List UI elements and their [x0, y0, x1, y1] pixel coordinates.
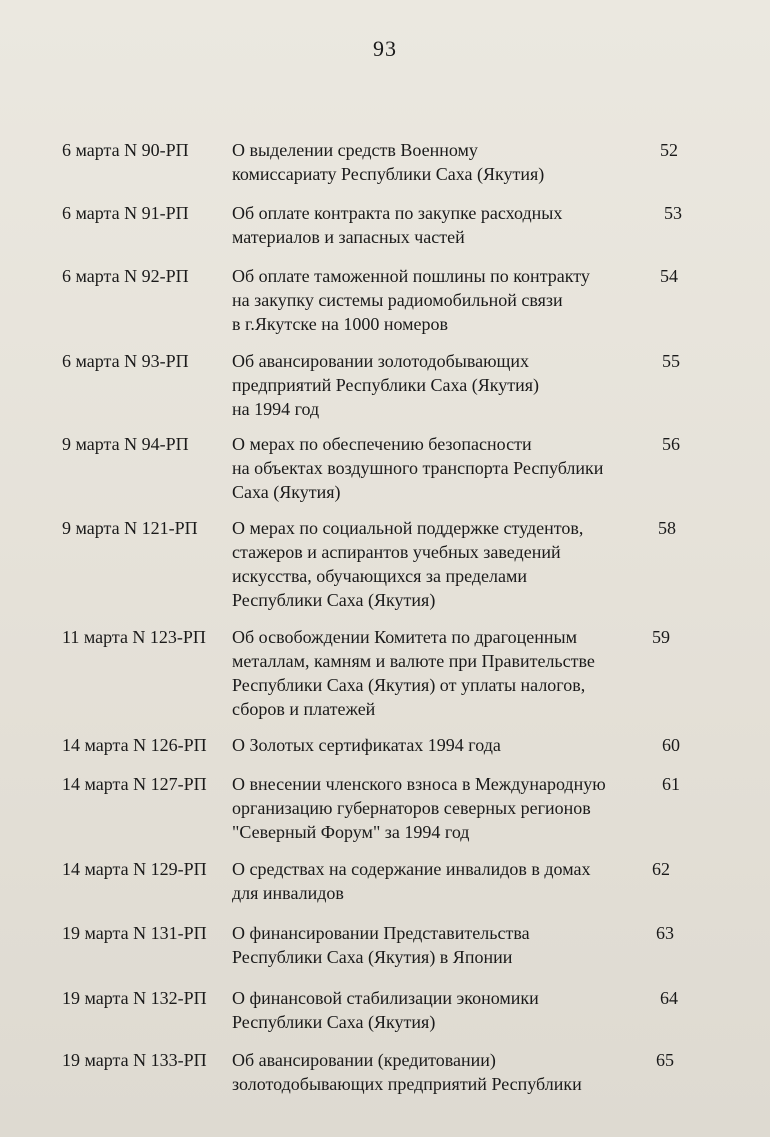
entry-page-number: 58 — [658, 518, 676, 538]
entry-date: 14 марта N 127-РП — [62, 774, 207, 794]
entry-page-number: 53 — [664, 203, 682, 223]
entry-title — [232, 772, 642, 844]
entry-title — [232, 921, 642, 969]
entry-date: 11 марта N 123-РП — [62, 627, 206, 647]
entry-title-line: Об оплате таможенной пошлины по контракту — [232, 266, 590, 286]
entry-page-number: 54 — [660, 266, 678, 286]
entry-title — [232, 264, 642, 336]
entry-title-line: "Северный Форум" за 1994 год — [232, 822, 470, 842]
entry-title-line: О мерах по обеспечению безопасности — [232, 434, 532, 454]
entry-date: 6 марта N 91-РП — [62, 203, 189, 223]
entry-page-number: 52 — [660, 140, 678, 160]
entry-title-line: О выделении средств Военному — [232, 140, 478, 160]
entry-date: 14 марта N 126-РП — [62, 735, 207, 755]
entry-title-line: Республики Саха (Якутия) — [232, 590, 436, 610]
entry-page-number: 62 — [652, 859, 670, 879]
entry-title — [232, 1048, 642, 1096]
entry-title-line: О Золотых сертификатах 1994 года — [232, 735, 501, 755]
entry-title — [232, 138, 642, 186]
entry-title-line: Об освобождении Комитета по драгоценным — [232, 627, 577, 647]
entry-page-number: 56 — [662, 434, 680, 454]
entry-date: 19 марта N 132-РП — [62, 988, 207, 1008]
entry-title-line: О средствах на содержание инвалидов в домах — [232, 859, 591, 879]
entry-date: 6 марта N 92-РП — [62, 266, 189, 286]
entry-title-line: предприятий Республики Саха (Якутия) — [232, 375, 540, 395]
entry-date: 19 марта N 131-РП — [62, 923, 207, 943]
entry-title-line: организацию губернаторов северных регионов — [232, 798, 591, 818]
entry-title-line: Об оплате контракта по закупке расходных — [232, 203, 563, 223]
entry-title-line: сборов и платежей — [232, 699, 376, 719]
entry-title — [232, 201, 642, 249]
entry-page-number: 55 — [662, 351, 680, 371]
entry-title-line: Республики Саха (Якутия) — [232, 1012, 436, 1032]
entry-title — [232, 986, 642, 1034]
entry-title-line: О мерах по социальной поддержке студентов, — [232, 518, 584, 538]
entry-title-line: на 1994 год — [232, 399, 320, 419]
entry-date: 9 марта N 94-РП — [62, 434, 189, 454]
entry-date: 19 марта N 133-РП — [62, 1050, 207, 1070]
entry-title-line: в г.Якутске на 1000 номеров — [232, 314, 448, 334]
entry-title-line: материалов и запасных частей — [232, 227, 465, 247]
entry-title-line: золотодобывающих предприятий Республики — [232, 1074, 582, 1094]
entry-page-number: 59 — [652, 627, 670, 647]
entry-page-number: 60 — [662, 735, 680, 755]
entry-title-line: искусства, обучающихся за пределами — [232, 566, 528, 586]
entry-title — [232, 625, 642, 721]
entry-page-number: 61 — [662, 774, 680, 794]
entry-title-line: металлам, камням и валюте при Правительстве — [232, 651, 595, 671]
entry-title-line: на закупку системы радиомобильной связи — [232, 290, 563, 310]
entry-title-line: на объектах воздушного транспорта Республики — [232, 458, 604, 478]
entry-title — [232, 857, 642, 905]
entry-page-number: 63 — [656, 923, 674, 943]
entry-page-number: 65 — [656, 1050, 674, 1070]
entry-title-line: комиссариату Республики Саха (Якутия) — [232, 164, 545, 184]
entry-title-line: Республики Саха (Якутия) в Японии — [232, 947, 513, 967]
entry-title-line: Об авансировании (кредитовании) — [232, 1050, 496, 1070]
entry-title-line: О финансировании Представительства — [232, 923, 530, 943]
entry-title-line: стажеров и аспирантов учебных заведений — [232, 542, 561, 562]
entry-date: 14 марта N 129-РП — [62, 859, 207, 879]
entry-title-line: О финансовой стабилизации экономики — [232, 988, 539, 1008]
entry-title-line: для инвалидов — [232, 883, 344, 903]
entry-title-line: Об авансировании золотодобывающих — [232, 351, 530, 371]
entry-title — [232, 733, 642, 757]
entry-title-line: Саха (Якутия) — [232, 482, 341, 502]
entry-title — [232, 516, 642, 612]
entry-page-number: 64 — [660, 988, 678, 1008]
page-number: 93 — [373, 36, 397, 61]
entry-title-line: Республики Саха (Якутия) от уплаты налогов, — [232, 675, 586, 695]
entry-date: 6 марта N 90-РП — [62, 140, 189, 160]
entry-title — [232, 349, 642, 421]
entry-date: 6 марта N 93-РП — [62, 351, 189, 371]
entry-title — [232, 432, 642, 504]
entry-date: 9 марта N 121-РП — [62, 518, 198, 538]
entry-title-line: О внесении членского взноса в Международную — [232, 774, 606, 794]
